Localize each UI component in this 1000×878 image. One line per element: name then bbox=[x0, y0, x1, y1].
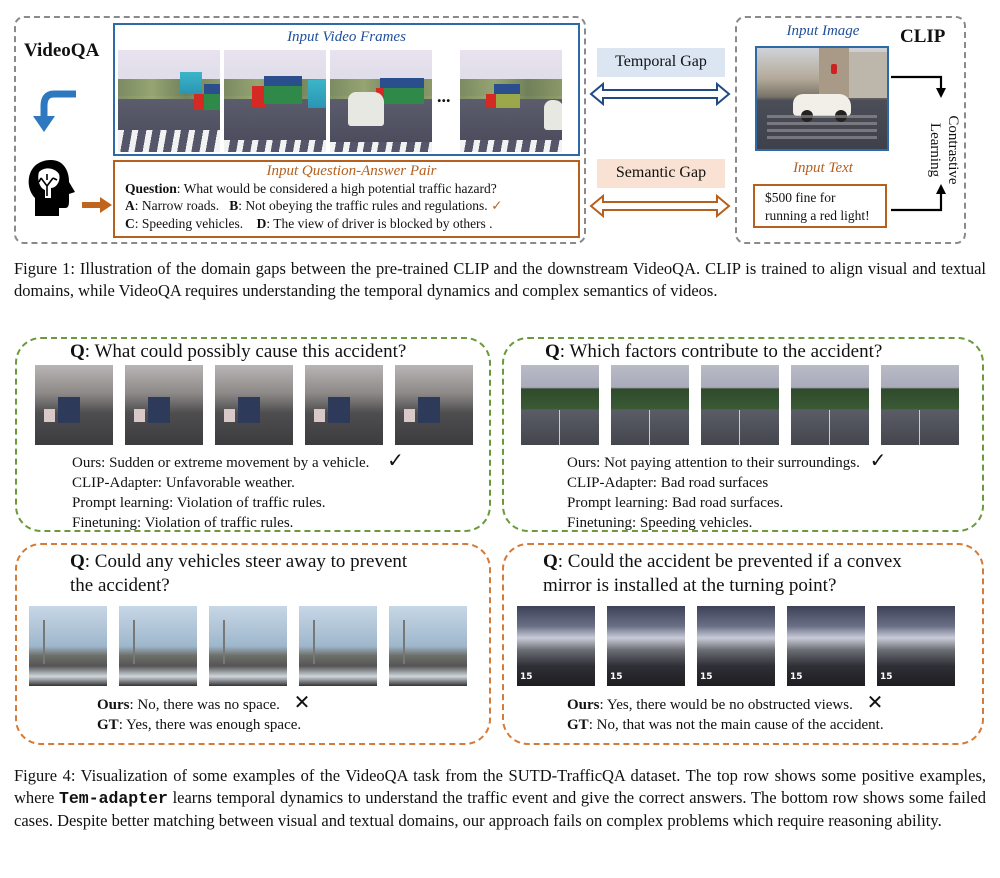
answer-ours: Ours: Not paying attention to their surroundings. bbox=[567, 455, 860, 471]
video-frame bbox=[791, 365, 869, 445]
video-frame bbox=[701, 365, 779, 445]
semantic-gap-label: Semantic Gap bbox=[597, 159, 725, 188]
panel-2-question bbox=[545, 340, 882, 364]
panel-3-frames bbox=[29, 606, 467, 686]
video-frame bbox=[607, 606, 685, 686]
gt-label: GT bbox=[567, 717, 589, 733]
checkmark-icon: ✓ bbox=[869, 448, 887, 472]
video-frame bbox=[305, 365, 383, 445]
panel-4-answers bbox=[567, 692, 884, 735]
contrastive-line-2: Learning bbox=[927, 122, 943, 178]
panel-4-frames bbox=[517, 606, 955, 686]
contrastive-learning-label bbox=[912, 100, 962, 200]
option-b-text: : Not obeying the traffic rules and regulations. bbox=[238, 198, 488, 213]
video-frame bbox=[697, 606, 775, 686]
video-frames-title: Input Video Frames bbox=[287, 29, 406, 45]
option-a-text: : Narrow roads. bbox=[134, 198, 220, 213]
answer-finetuning: Finetuning: Violation of traffic rules. bbox=[72, 515, 294, 531]
video-frame-3 bbox=[330, 50, 432, 152]
video-frame bbox=[119, 606, 197, 686]
option-b-key: B bbox=[229, 198, 239, 213]
question-text-line-2: mirror is installed at the turning point? bbox=[543, 575, 837, 596]
answer-finetuning: Finetuning: Speeding vehicles. bbox=[567, 515, 753, 531]
answer-clip-adapter: CLIP-Adapter: Unfavorable weather. bbox=[72, 475, 295, 491]
panel-3-question bbox=[70, 550, 407, 598]
question-label: Question bbox=[125, 181, 177, 196]
question-text-line-2: the accident? bbox=[70, 575, 170, 596]
q-label: Q bbox=[545, 341, 560, 362]
curved-arrow-icon bbox=[30, 88, 80, 138]
contrastive-line-1: Contrastive bbox=[945, 115, 961, 185]
gt-answer: : Yes, there was enough space. bbox=[118, 717, 302, 733]
input-text-box bbox=[753, 184, 887, 228]
question-text: : What would be considered a high potential traffic hazard? bbox=[176, 181, 497, 196]
panel-1-question bbox=[70, 340, 406, 364]
temporal-gap-label: Temporal Gap bbox=[597, 48, 725, 77]
videoqa-label: VideoQA bbox=[24, 40, 100, 61]
video-frame bbox=[881, 365, 959, 445]
video-frame bbox=[35, 365, 113, 445]
input-image bbox=[755, 46, 889, 151]
qa-pair-title: Input Question-Answer Pair bbox=[266, 163, 437, 179]
video-frame-2 bbox=[224, 50, 326, 152]
input-image-title: Input Image bbox=[786, 23, 860, 39]
input-text-line-2: running a red light! bbox=[765, 208, 870, 223]
ours-label: Ours bbox=[97, 697, 130, 713]
qa-question bbox=[125, 180, 578, 197]
caption4-code: Tem-adapter bbox=[58, 789, 168, 808]
ours-label: Ours bbox=[567, 697, 600, 713]
video-frame bbox=[787, 606, 865, 686]
q-label: Q bbox=[70, 341, 85, 362]
answer-prompt-learning: Prompt learning: Bad road surfaces. bbox=[567, 495, 784, 511]
question-text: : Which factors contribute to the accident? bbox=[559, 341, 883, 362]
panel-3-answers bbox=[97, 692, 310, 735]
head-brain-icon bbox=[25, 158, 77, 218]
checkmark-icon: ✓ bbox=[387, 448, 404, 472]
qa-options-row-1 bbox=[125, 197, 578, 215]
q-label: Q bbox=[70, 551, 85, 572]
qa-options-row-2 bbox=[125, 215, 578, 232]
video-frame bbox=[209, 606, 287, 686]
caption4-text-2: learns temporal dynamics to understand the traffic event and give the correct answers. The bottom row shows some failed cases. Despite better matching between visual and textual domains, our approach fails on complex problems which require reasoning ability. bbox=[14, 788, 986, 830]
q-label: Q bbox=[543, 551, 558, 572]
temporal-double-arrow-icon bbox=[589, 82, 731, 106]
question-text: : What could possibly cause this accident? bbox=[84, 341, 407, 362]
input-text-line-1: $500 fine for bbox=[765, 190, 836, 205]
option-d-text: : The view of driver is blocked by others . bbox=[266, 216, 493, 231]
video-frame bbox=[215, 365, 293, 445]
panel-2-answers bbox=[567, 450, 886, 533]
video-frame bbox=[389, 606, 467, 686]
video-frame bbox=[877, 606, 955, 686]
cross-icon: ✕ bbox=[866, 690, 884, 714]
input-text-title: Input Text bbox=[793, 160, 853, 176]
option-d-key: D bbox=[256, 216, 267, 231]
clip-label: CLIP bbox=[900, 26, 946, 47]
video-frame bbox=[125, 365, 203, 445]
answer-clip-adapter: CLIP-Adapter: Bad road surfaces bbox=[567, 475, 769, 491]
caption4-text-1: Figure 4: Visualization of some examples of the VideoQA task from the SUTD-TrafficQA dataset. The top row shows some positive examples, where bbox=[14, 766, 986, 807]
semantic-double-arrow-icon bbox=[589, 194, 731, 218]
panel-4-question bbox=[543, 550, 902, 598]
video-frame bbox=[517, 606, 595, 686]
panel-1-answers bbox=[72, 450, 404, 533]
ellipsis: ... bbox=[437, 86, 451, 106]
panel-1-frames bbox=[35, 365, 473, 445]
option-c-key: C bbox=[125, 216, 135, 231]
video-frame bbox=[29, 606, 107, 686]
ours-answer: : No, there was no space. bbox=[129, 697, 280, 713]
video-frame bbox=[395, 365, 473, 445]
gt-label: GT bbox=[97, 717, 119, 733]
orange-arrow-icon bbox=[82, 197, 112, 213]
question-text-line-1: : Could any vehicles steer away to prevent bbox=[84, 551, 408, 572]
figure1-caption: Figure 1: Illustration of the domain gaps between the pre-trained CLIP and the downstream VideoQA. CLIP is trained to align visual and textual domains, while VideoQA requires understanding the temporal dynamics and complex semantics of videos. bbox=[14, 259, 986, 300]
video-frame bbox=[611, 365, 689, 445]
question-text-line-1: : Could the accident be prevented if a convex bbox=[557, 551, 902, 572]
video-frame-4 bbox=[460, 50, 562, 152]
option-c-text: : Speeding vehicles. bbox=[134, 216, 244, 231]
answer-prompt-learning: Prompt learning: Violation of traffic rules. bbox=[72, 495, 326, 511]
cross-icon: ✕ bbox=[293, 690, 311, 714]
answer-ours: Ours: Sudden or extreme movement by a vehicle. bbox=[72, 455, 370, 471]
ours-answer: : Yes, there would be no obstructed views. bbox=[599, 697, 853, 713]
video-frame bbox=[521, 365, 599, 445]
checkmark-icon: ✓ bbox=[491, 198, 503, 214]
option-a-key: A bbox=[125, 198, 135, 213]
figure4-caption bbox=[14, 765, 986, 832]
video-frame bbox=[299, 606, 377, 686]
gt-answer: : No, that was not the main cause of the accident. bbox=[588, 717, 884, 733]
panel-2-frames bbox=[521, 365, 959, 445]
video-frame-1 bbox=[118, 50, 220, 152]
qa-pair-box bbox=[113, 160, 580, 238]
